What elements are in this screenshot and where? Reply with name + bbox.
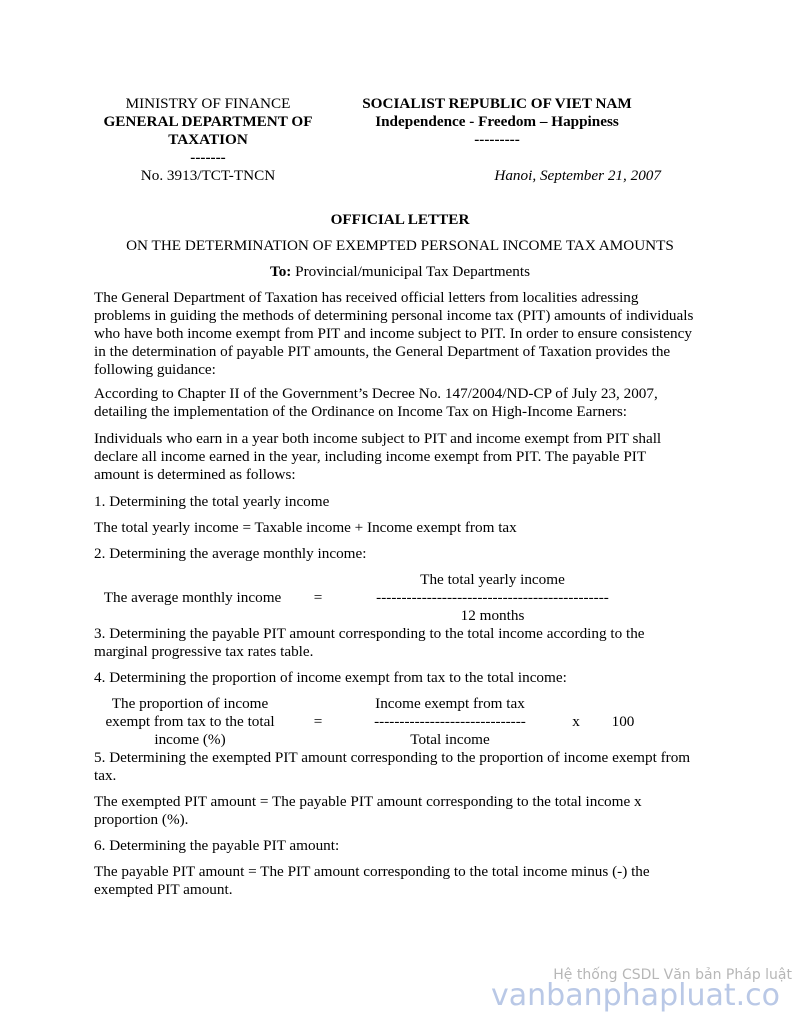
prop-formula-factor: 100: [611, 713, 635, 730]
step-4-heading: 4. Determining the proportion of income exempt from tax to the total income:: [94, 669, 567, 686]
step-5-formula: The exempted PIT amount = The payable PIT amount corresponding to the total income x proportion (%).: [94, 793, 642, 828]
issuer-block: [90, 95, 326, 167]
department-name-line2: TAXATION: [168, 131, 248, 148]
declaration-paragraph: Individuals who earn in a year both income subject to PIT and income exempt from PIT shall declare all income earned in the year, including income exempt from PIT. The payable PIT amount is determined as follows:: [94, 430, 662, 483]
recipient-label: To:: [269, 263, 292, 280]
avg-formula-left: The average monthly income: [103, 589, 282, 606]
prop-formula-denominator: Total income: [410, 731, 490, 748]
recipient-value: Provincial/municipal Tax Departments: [291, 263, 531, 280]
legal-basis-paragraph: According to Chapter II of the Government’s Decree No. 147/2004/ND-CP of July 23, 2007, detailing the implementation of the Ordinance on Income Tax on High-Income Earners:: [94, 385, 658, 420]
avg-formula-denominator: 12 months: [460, 607, 525, 624]
motto: Independence - Freedom – Happiness: [375, 113, 619, 130]
ministry-name: MINISTRY OF FINANCE: [125, 95, 291, 112]
step-6-heading: 6. Determining the payable PIT amount:: [94, 837, 340, 854]
document-type-title: OFFICIAL LETTER: [330, 211, 470, 228]
avg-formula-numerator: The total yearly income: [420, 571, 565, 588]
recipient-line: [0, 263, 800, 281]
document-date: Hanoi, September 21, 2007: [494, 167, 661, 184]
prop-formula-equals: =: [313, 713, 323, 730]
prop-formula-numerator: Income exempt from tax: [375, 695, 525, 712]
document-subject: ON THE DETERMINATION OF EXEMPTED PERSONAL INCOME TAX AMOUNTS: [126, 237, 674, 254]
step-1-heading: 1. Determining the total yearly income: [94, 493, 330, 510]
watermark-site: vanbanphapluat.co: [491, 978, 780, 1013]
watermark-caption: Hệ thống CSDL Văn bản Pháp luật: [553, 967, 792, 983]
prop-formula-bar: ------------------------------: [374, 713, 526, 730]
prop-formula-left-line1: The proportion of income: [111, 695, 269, 712]
prop-formula-times: x: [572, 713, 580, 730]
step-5-heading: 5. Determining the exempted PIT amount corresponding to the proportion of income exempt from tax.: [94, 749, 691, 784]
step-1-formula: The total yearly income = Taxable income + Income exempt from tax: [94, 519, 517, 536]
step-6-formula: The payable PIT amount = The PIT amount corresponding to the total income minus (-) the exempted PIT amount.: [94, 863, 650, 898]
avg-formula-equals: =: [313, 589, 323, 606]
step-2-heading: 2. Determining the average monthly income:: [94, 545, 367, 562]
country-name: SOCIALIST REPUBLIC OF VIET NAM: [362, 95, 632, 112]
document-number: No. 3913/TCT-TNCN: [140, 167, 276, 184]
intro-paragraph: The General Department of Taxation has received official letters from localities adressing problems in guiding the methods of determining personal income tax (PIT) amounts of individuals who have both income exempt from PIT and income subject to PIT. In order to ensure consistency in the determination of payable PIT amounts, the General Department of Taxation provides the following guidance:: [94, 289, 694, 378]
issuer-separator: -------: [190, 149, 226, 166]
motto-separator: ---------: [474, 131, 520, 148]
prop-formula-left-line3: income (%): [154, 731, 226, 748]
department-name-line1: GENERAL DEPARTMENT OF: [103, 113, 313, 130]
prop-formula-left-line2: exempt from tax to the total: [105, 713, 275, 730]
step-3-heading: 3. Determining the payable PIT amount corresponding to the total income according to the marginal progressive tax rates table.: [94, 625, 645, 660]
avg-formula-bar: ----------------------------------------------: [376, 589, 609, 606]
national-motto-block: [341, 95, 653, 149]
